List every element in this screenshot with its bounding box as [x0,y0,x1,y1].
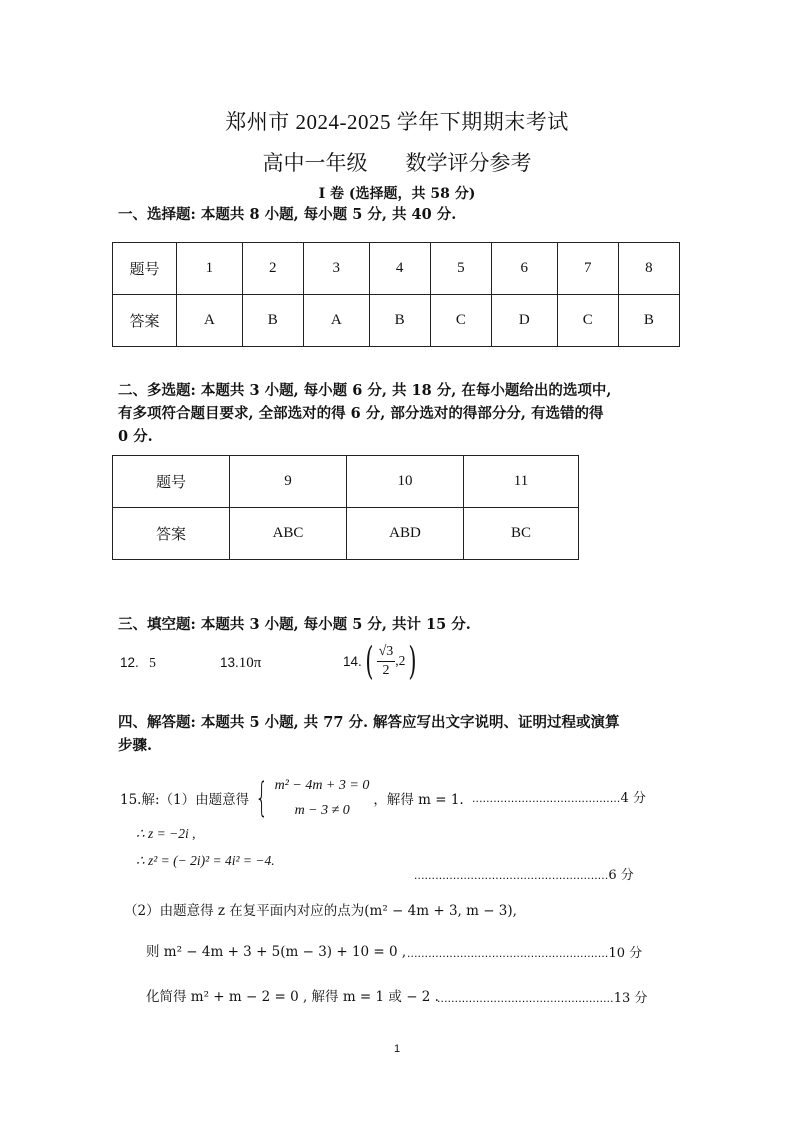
score-value: 13 分 [613,991,648,1006]
fraction-numerator: √3 [377,643,396,662]
question-number: 8 [618,243,679,295]
part-label: I 卷 (选择题，共 58 分) [318,186,476,202]
table-row-answers [113,508,579,560]
dot-leader: .................................................. [437,991,614,1005]
section1-heading: 一、选择题: 本题共 8 小题, 每小题 5 分, 共 40 分. [118,206,457,223]
dot-leader: ....................................................... [414,868,609,882]
answer-cell: ABC [230,508,347,560]
section2-heading-line: 二、多选题: 本题共 3 小题, 每小题 6 分, 共 18 分, 在每小题给出的选项中, [118,382,612,399]
score-marker [414,864,634,883]
fraction-denominator: 2 [382,662,390,678]
score-value: 4 分 [620,791,646,806]
question-number: 5 [430,243,491,295]
answer-q13 [220,655,261,672]
dot-leader: .......................................... [472,791,621,805]
q13-answer: 10π [238,655,262,671]
answer-cell: C [430,295,491,347]
document-title: 郑州市 2024-2025 学年下期期末考试 [225,110,569,134]
dot-leader: ......................................................... [407,946,609,960]
answer-cell: BC [464,508,579,560]
q15-step6: 化简得 m² + m − 2 = 0 , 解得 m = 1 或 − 2 . [146,989,439,1005]
section1-answer-table [112,242,680,347]
score-value: 10 分 [608,946,643,961]
row-label: 答案 [113,295,177,347]
answer-cell: C [557,295,618,347]
equation-system [275,773,370,823]
table-row-answers [113,295,680,347]
score-marker [407,942,642,961]
question-number: 3 [303,243,369,295]
q15-step1 [120,773,464,823]
row-label: 答案 [113,508,230,560]
document-subtitle [0,147,794,177]
question-number: 11 [464,456,579,508]
q12-answer: 5 [149,655,156,670]
row-label: 题号 [113,456,230,508]
q15-step2: ∴ z = −2i , [136,826,196,841]
section4-heading-line: 四、解答题: 本题共 5 小题, 共 77 分. 解答应写出文字说明、证明过程或演算 [118,714,620,731]
section4-heading [118,711,678,757]
question-number: 9 [230,456,347,508]
score-value: 6 分 [608,868,634,883]
answer-cell: B [242,295,303,347]
table-row-questions [113,456,579,508]
q15-step5: 则 m² − 4m + 3 + 5(m − 3) + 10 = 0 , [146,944,407,960]
section2-answer-table [112,455,579,560]
q15-part2: （2）由题意得 z 在复平面内对应的点为(m² − 4m + 3, m − 3), [124,903,517,919]
question-number: 1 [177,243,243,295]
answer-cell: A [177,295,243,347]
grade-label: 高中一年级 [262,151,368,175]
page-number: 1 [393,1043,401,1055]
q12-label: 12. [120,655,139,670]
q14-label: 14. [343,653,362,669]
answer-cell: A [303,295,369,347]
section4-heading-line: 步骤. [118,737,153,754]
right-paren-icon: ) [408,639,417,683]
q15-intro: 15.解:（1）由题意得 [120,792,250,808]
section2-heading [118,379,678,448]
question-number: 4 [369,243,430,295]
answer-cell: D [491,295,557,347]
answer-cell: B [618,295,679,347]
question-number: 10 [347,456,464,508]
score-marker [472,787,646,806]
row-label: 题号 [113,243,177,295]
section2-heading-line: 0 分. [118,428,153,445]
score-marker [437,987,647,1006]
answer-cell: B [369,295,430,347]
equation-1: m² − 4m + 3 = 0 [274,778,370,793]
answer-q12 [120,655,156,671]
question-number: 2 [242,243,303,295]
q15-step3: ∴ z² = (− 2i)² = 4i² = −4. [136,853,275,868]
q15-solve: ，解得 m = 1. [373,792,464,808]
q13-label: 13. [220,655,239,670]
answer-q14 [343,639,420,683]
fraction [377,643,396,680]
left-brace-icon: { [255,775,269,821]
question-number: 7 [557,243,618,295]
section2-heading-line: 有多项符合题目要求, 全部选对的得 6 分, 部分选对的得部分分, 有选错的得 [118,405,604,422]
q14-second: ,2 [395,653,406,668]
subject-label: 数学评分参考 [405,151,532,175]
answer-cell: ABD [347,508,464,560]
question-number: 6 [491,243,557,295]
equation-2: m − 3 ≠ 0 [294,803,350,818]
section3-heading: 三、填空题: 本题共 3 小题, 每小题 5 分, 共计 15 分. [118,616,471,633]
left-paren-icon: ( [365,639,374,683]
table-row-questions [113,243,680,295]
